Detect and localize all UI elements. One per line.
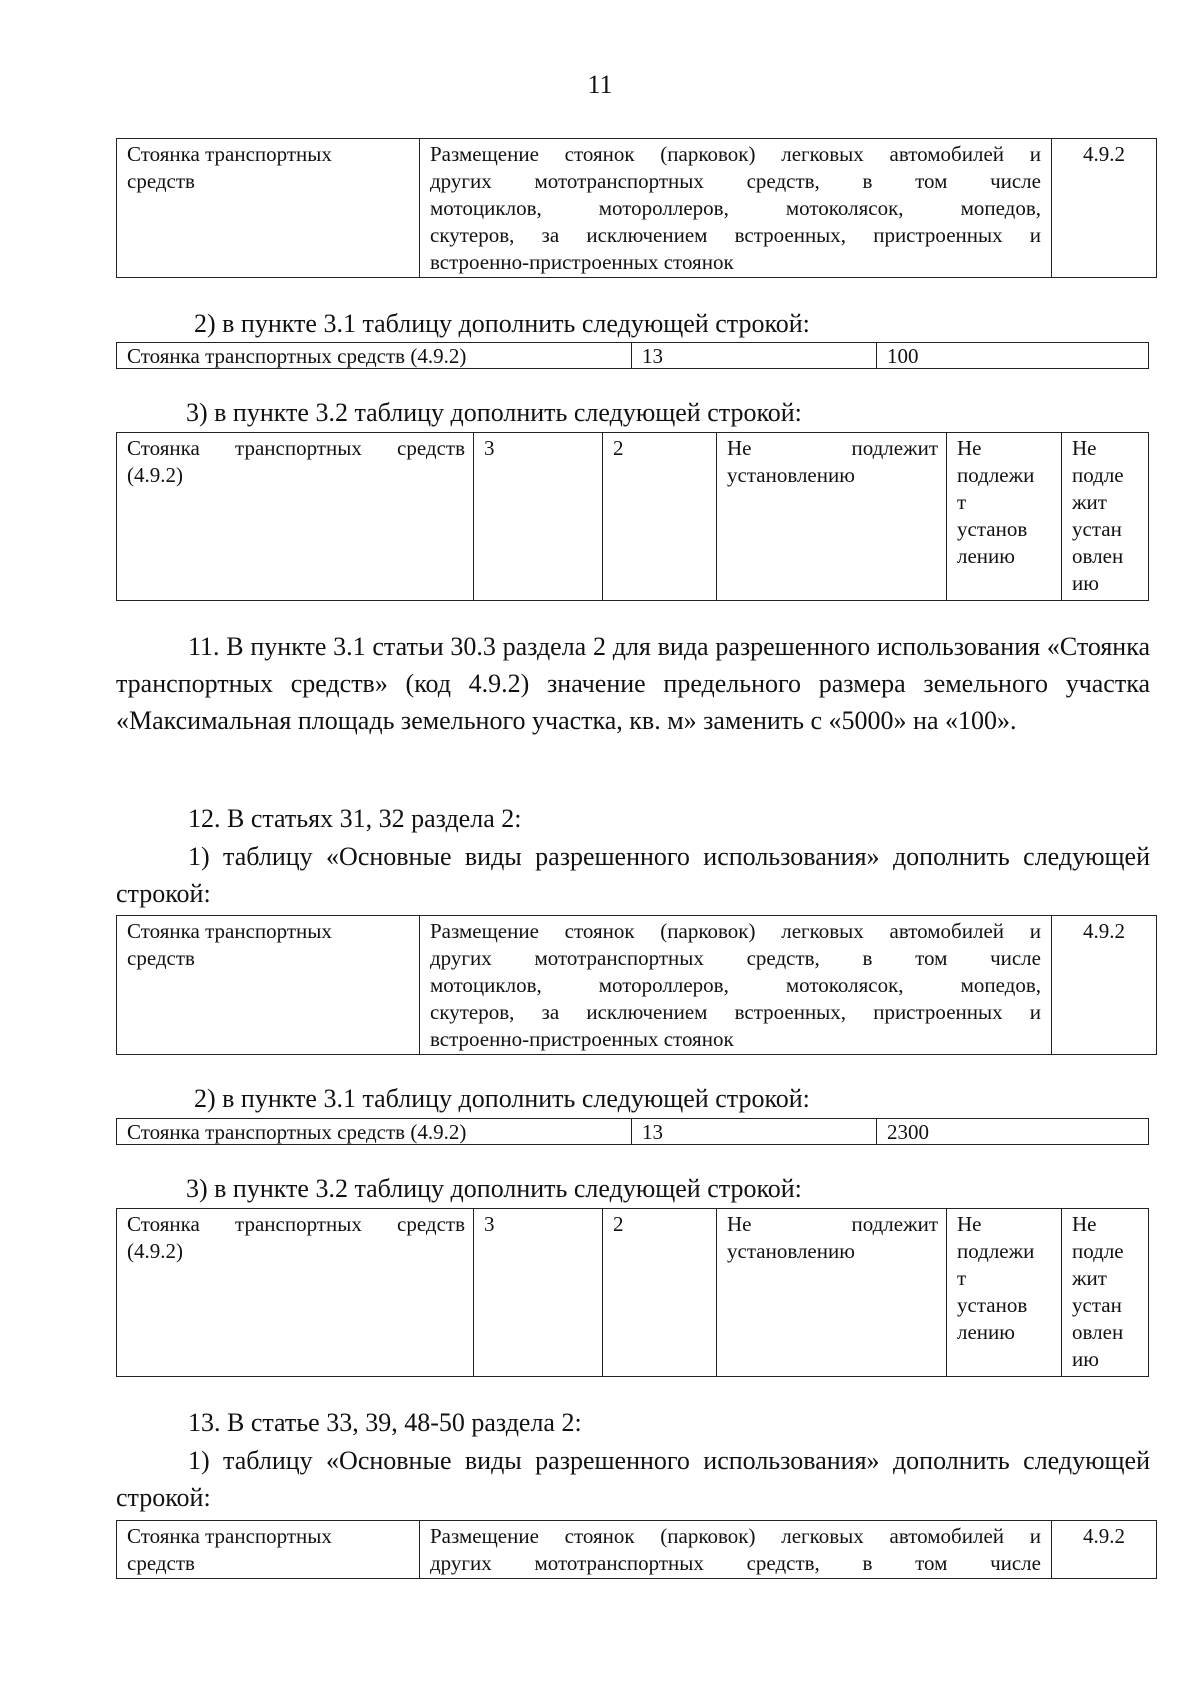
limits-value-line [727, 1211, 938, 1238]
use-name-line: Стоянка транспортных [127, 1524, 332, 1548]
use-table-3 [116, 1520, 1156, 1579]
limits-value-word: Не [727, 436, 752, 460]
section-1-intro-3: 3) в пункте 3.2 таблицу дополнить следующей строкой: [186, 398, 802, 427]
table-row [117, 916, 1157, 1055]
limits-value-line: овлен [1072, 1320, 1124, 1344]
use-name-line: средств [127, 1551, 195, 1575]
limits-value-line: подлежи [957, 1239, 1035, 1263]
use-description-line: Размещение стоянок (парковок) легковых автомобилей и [430, 142, 1041, 166]
limits-value-line: Не [957, 436, 982, 460]
limits-value-line: подле [1072, 463, 1124, 487]
section-2-intro-3: 3) в пункте 3.2 таблицу дополнить следующей строкой: [186, 1174, 802, 1203]
table-row [117, 1521, 1157, 1579]
size-value-cell: 100 [877, 343, 1149, 369]
limits-name-cell [117, 433, 474, 601]
use-code-cell: 4.9.2 [1052, 916, 1157, 1055]
use-name-line: Стоянка транспортных [127, 142, 332, 166]
use-description-cell [420, 139, 1052, 278]
paragraph-12-item-1: 1) таблицу «Основные виды разрешенного использования» дополнить следующей строкой: [116, 842, 1150, 908]
use-description-line: мотоциклов, мотороллеров, мотоколясок, мопедов, [430, 196, 1041, 220]
limits-value-line: подлежи [957, 463, 1035, 487]
use-description-line: скутеров, за исключением встроенных, пристроенных и [430, 1000, 1041, 1024]
use-code-cell: 4.9.2 [1052, 139, 1157, 278]
size-table-1 [116, 342, 1148, 369]
limits-value-line: установ [957, 517, 1028, 541]
size-table-2 [116, 1118, 1148, 1145]
paragraph-12: 12. В статьях 31, 32 раздела 2: [188, 804, 522, 833]
limits-value-line: Не [1072, 1212, 1097, 1236]
use-name-line: средств [127, 946, 195, 970]
limits-value-cell: 3 [474, 1209, 603, 1377]
use-name-cell [117, 139, 420, 278]
limits-name-line: (4.9.2) [127, 1239, 183, 1263]
table-row [117, 343, 1149, 369]
limits-value-line: ию [1072, 571, 1099, 595]
limits-value-line: жит [1072, 490, 1107, 514]
use-table-1 [116, 138, 1156, 278]
limits-value-word: подлежит [851, 436, 938, 460]
limits-value-line: устан [1072, 1293, 1122, 1317]
section-1-intro-2: 2) в пункте 3.1 таблицу дополнить следующей строкой: [194, 309, 810, 338]
limits-value-line: устан [1072, 517, 1122, 541]
limits-value-cell: 2 [603, 433, 717, 601]
limits-value-line: т [957, 490, 967, 514]
size-name-cell: Стоянка транспортных средств (4.9.2) [117, 343, 632, 369]
limits-value-line: ию [1072, 1347, 1099, 1371]
limits-value-line: Не [957, 1212, 982, 1236]
paragraph-11: 11. В пункте 3.1 статьи 30.3 раздела 2 для вида разрешенного использования «Стоянка транспортных средств» (код 4.9.2) значение предельного размера земельного участка «Максимальная площадь земельного участка, кв. м» заменить с «5000» на «100». [116, 632, 1150, 735]
use-description-line: встроенно-пристроенных стоянок [430, 250, 734, 274]
limits-name-line: Стоянка транспортных средств [127, 1212, 465, 1236]
use-name-line: Стоянка транспортных [127, 919, 332, 943]
use-name-cell [117, 1521, 420, 1579]
limits-value-line [727, 435, 938, 462]
use-code-cell: 4.9.2 [1052, 1521, 1157, 1579]
limits-value-word: подлежит [851, 1212, 938, 1236]
limits-table-1 [116, 432, 1148, 601]
limits-value-line: подле [1072, 1239, 1124, 1263]
use-description-line: встроенно-пристроенных стоянок [430, 1027, 734, 1051]
size-value-cell: 2300 [877, 1119, 1149, 1145]
limits-value-cell [947, 433, 1062, 601]
size-value-cell: 13 [632, 1119, 877, 1145]
limits-value-line: Не [1072, 436, 1097, 460]
page-number: 11 [587, 70, 613, 99]
limits-value-cell [1062, 1209, 1149, 1377]
limits-value-line: установлению [727, 1239, 855, 1263]
paragraph-13: 13. В статье 33, 39, 48-50 раздела 2: [188, 1408, 582, 1437]
use-description-cell [420, 916, 1052, 1055]
limits-value-cell: 3 [474, 433, 603, 601]
limits-name-line: (4.9.2) [127, 463, 183, 487]
use-description-line: мотоциклов, мотороллеров, мотоколясок, мопедов, [430, 973, 1041, 997]
use-name-line: средств [127, 169, 195, 193]
table-row [117, 433, 1149, 601]
limits-value-line: установлению [727, 463, 855, 487]
use-description-line: других мототранспортных средств, в том числе [430, 1551, 1041, 1575]
limits-value-cell [1062, 433, 1149, 601]
use-name-cell [117, 916, 420, 1055]
size-name-cell: Стоянка транспортных средств (4.9.2) [117, 1119, 632, 1145]
use-description-cell [420, 1521, 1052, 1579]
limits-value-cell: 2 [603, 1209, 717, 1377]
use-description-line: Размещение стоянок (парковок) легковых автомобилей и [430, 1524, 1041, 1548]
limits-value-word: Не [727, 1212, 752, 1236]
size-value-cell: 13 [632, 343, 877, 369]
use-description-line: других мототранспортных средств, в том числе [430, 946, 1041, 970]
use-description-line: Размещение стоянок (парковок) легковых автомобилей и [430, 919, 1041, 943]
section-2-intro-2: 2) в пункте 3.1 таблицу дополнить следующей строкой: [194, 1084, 810, 1113]
limits-name-cell [117, 1209, 474, 1377]
use-description-line: других мототранспортных средств, в том числе [430, 169, 1041, 193]
limits-value-line: лению [957, 1320, 1015, 1344]
limits-table-2 [116, 1208, 1148, 1377]
table-row [117, 1119, 1149, 1145]
limits-value-line: овлен [1072, 544, 1124, 568]
paragraph-13-item-1: 1) таблицу «Основные виды разрешенного использования» дополнить следующей строкой: [116, 1446, 1150, 1512]
limits-value-line: жит [1072, 1266, 1107, 1290]
limits-value-line: установ [957, 1293, 1028, 1317]
use-table-2 [116, 915, 1156, 1055]
limits-value-cell [717, 433, 947, 601]
limits-value-line: лению [957, 544, 1015, 568]
use-description-line: скутеров, за исключением встроенных, пристроенных и [430, 223, 1041, 247]
table-row [117, 1209, 1149, 1377]
limits-value-cell [947, 1209, 1062, 1377]
limits-name-line: Стоянка транспортных средств [127, 436, 465, 460]
table-row [117, 139, 1157, 278]
limits-value-cell [717, 1209, 947, 1377]
limits-value-line: т [957, 1266, 967, 1290]
